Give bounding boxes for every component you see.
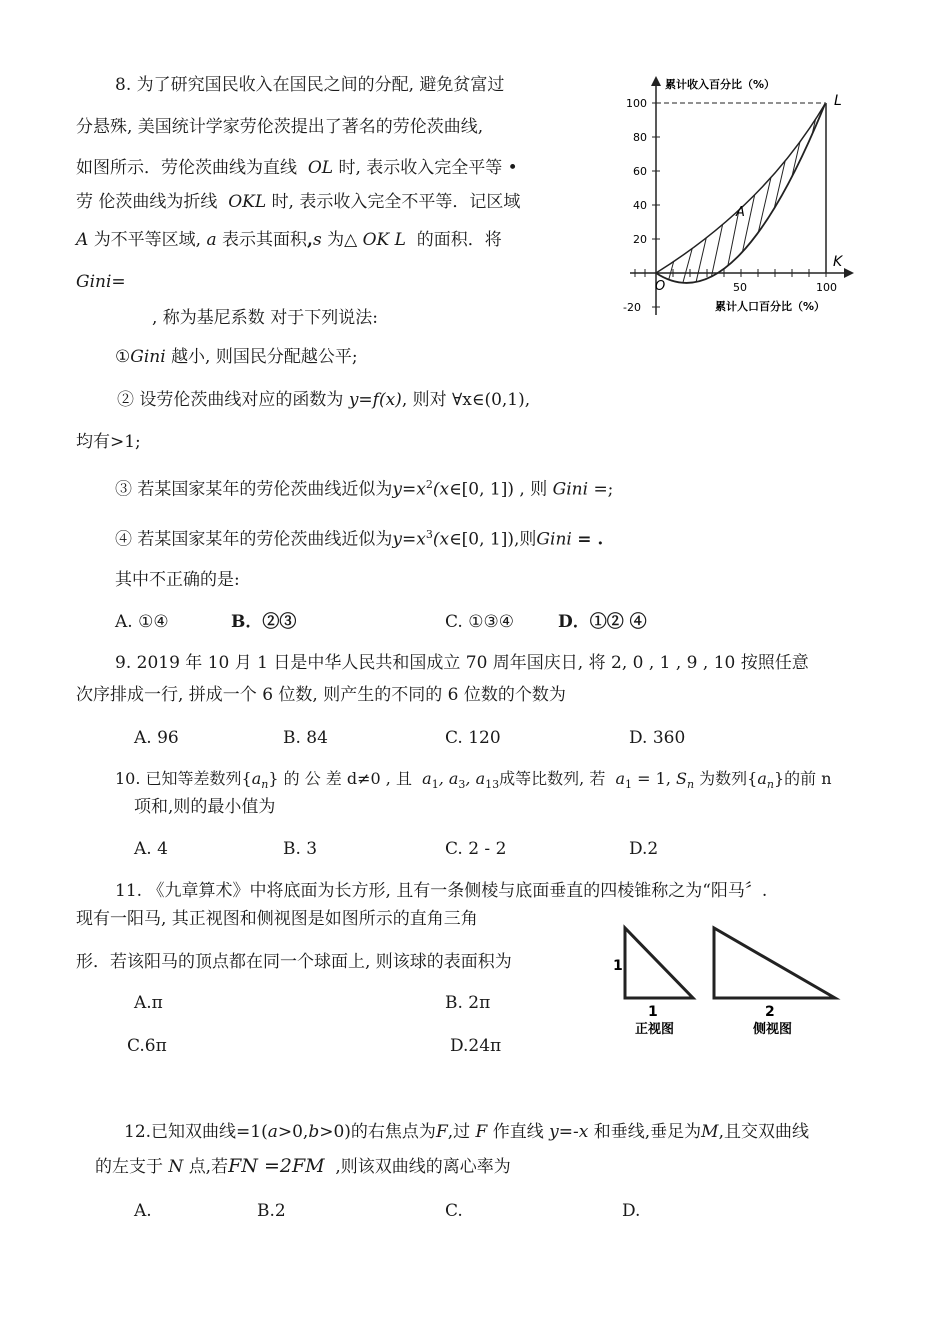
q10-option-c[interactable]: C. 2 - 2 xyxy=(445,839,507,859)
q9-option-a[interactable]: A. 96 xyxy=(134,728,179,748)
front-view-base-label: 1 xyxy=(648,1004,658,1020)
point-l-label: L xyxy=(834,93,842,109)
y-tick-neg20: -20 xyxy=(623,301,641,314)
vector-equation: FN =2FM xyxy=(228,1155,325,1177)
q8-statement-2-cont: 均有>1; xyxy=(76,432,141,452)
lorenz-curve-figure xyxy=(615,70,855,320)
q12-line-1: 12.已知双曲线=1(a>0,b>0)的右焦点为F,过 F 作直线 y=-x 和垂线,垂足为M,且交双曲线 xyxy=(124,1122,809,1142)
q8-question: 其中不正确的是: xyxy=(115,570,240,590)
x-axis-title: 累计人口百分比（%） xyxy=(715,300,826,313)
q11-line-3: 形．若该阳马的顶点都在同一个球面上, 则该球的表面积为 xyxy=(76,952,512,972)
q10-line-1: 10. 已知等差数列$\{a_n\}$ 的 公 差 d≠0 , 且 $a_1$, $a_3$, $a_{13}$成等比数列, 若 $a_1 = 1$, $S_n$ 为数列$\{a_n\}$的前 n xyxy=(115,769,832,792)
y-tick-40: 40 xyxy=(633,199,647,212)
q11-line-1: 11. 《九章算术》中将底面为长方形, 且有一条侧棱与底面垂直的四棱锥称之为“阳马〞. xyxy=(115,881,768,901)
side-view-caption: 侧视图 xyxy=(753,1022,793,1037)
q8-line-7: , 称为基尼系数 对于下列说法: xyxy=(152,308,378,328)
front-view-height-label: 1 xyxy=(613,958,623,974)
q10-line-2: 项和,则的最小值为 xyxy=(134,797,276,817)
point-k-label: K xyxy=(833,254,843,270)
q12-option-a[interactable]: A. xyxy=(134,1201,152,1221)
q8-line-4: 劳 伦茨曲线为折线 OKL 时, 表示收入完全不平等．记区域 xyxy=(76,192,521,212)
region-a-label: A xyxy=(736,205,745,220)
q8-line-2: 分悬殊, 美国统计学家劳伦茨提出了著名的劳伦茨曲线, xyxy=(76,117,484,137)
q8-gini-formula: Gini= xyxy=(76,272,126,292)
q8-option-b[interactable]: B．②③ xyxy=(231,612,297,632)
q10-option-b[interactable]: B. 3 xyxy=(283,839,318,859)
side-view-base-label: 2 xyxy=(765,1004,775,1020)
q12-option-c[interactable]: C. xyxy=(445,1201,463,1221)
q8-option-a[interactable]: A. ①④ xyxy=(115,612,169,632)
x-tick-50: 50 xyxy=(733,281,747,294)
y-axis-arrow-icon xyxy=(651,76,661,86)
q10-option-d[interactable]: D.2 xyxy=(629,839,659,859)
front-view-triangle xyxy=(625,928,693,998)
q8-statement-2: ② 设劳伦茨曲线对应的函数为 y=f(x), 则对 ∀x∈(0,1), xyxy=(117,390,531,410)
q11-option-a[interactable]: A.π xyxy=(134,993,163,1013)
q12-line-2: 的左支于 N 点,若FN =2FM ,则该双曲线的离心率为 xyxy=(95,1155,511,1177)
front-view-caption: 正视图 xyxy=(635,1022,675,1037)
q9-line-1: 9. 2019 年 10 月 1 日是中华人民共和国成立 70 周年国庆日, 将 2, 0 , 1 , 9 , 10 按照任意 xyxy=(115,653,809,673)
q11-option-d[interactable]: D.24π xyxy=(450,1036,502,1056)
y-tick-100: 100 xyxy=(626,97,647,110)
q8-statement-4: ④ 若某国家某年的劳伦茨曲线近似为$y=x^3(x\in[0$, 1]),则Gini = . xyxy=(115,528,604,550)
q9-option-d[interactable]: D. 360 xyxy=(629,728,686,748)
q8-line-5: A 为不平等区域, a 表示其面积,s 为△ OK L 的面积．将 xyxy=(76,230,502,250)
q8-option-c[interactable]: C. ①③④ xyxy=(445,612,514,632)
q8-statement-1: ①Gini 越小, 则国民分配越公平; xyxy=(115,347,358,367)
q8-option-d[interactable]: D．①② ④ xyxy=(558,612,647,632)
x-axis-arrow-icon xyxy=(844,268,854,278)
y-tick-80: 80 xyxy=(633,131,647,144)
x-tick-100: 100 xyxy=(816,281,837,294)
origin-label: O xyxy=(655,279,666,294)
q9-option-c[interactable]: C. 120 xyxy=(445,728,501,748)
y-tick-60: 60 xyxy=(633,165,647,178)
q11-option-c[interactable]: C.6π xyxy=(127,1036,167,1056)
q8-line-3: 如图所示．劳伦茨曲线为直线 OL 时, 表示收入完全平等 • xyxy=(76,158,518,178)
q8-statement-3: ③ 若某国家某年的劳伦茨曲线近似为$y=x^2(x\in[0$, 1]) , 则 Gini =; xyxy=(115,478,614,500)
q10-option-a[interactable]: A. 4 xyxy=(134,839,168,859)
side-view-triangle xyxy=(714,928,835,998)
q9-option-b[interactable]: B. 84 xyxy=(283,728,328,748)
three-view-figure xyxy=(605,918,845,1048)
y-tick-20: 20 xyxy=(633,233,647,246)
y-axis-title: 累计收入百分比（%） xyxy=(665,78,776,91)
q8-line-1: 8. 为了研究国民收入在国民之间的分配, 避免贫富过 xyxy=(115,75,505,95)
q9-line-2: 次序排成一行, 拼成一个 6 位数, 则产生的不同的 6 位数的个数为 xyxy=(76,685,566,705)
q11-option-b[interactable]: B. 2π xyxy=(445,993,491,1013)
q12-option-b[interactable]: B.2 xyxy=(257,1201,286,1221)
q12-option-d[interactable]: D. xyxy=(622,1201,641,1221)
q11-line-2: 现有一阳马, 其正视图和侧视图是如图所示的直角三角 xyxy=(76,909,478,929)
equality-line-ol xyxy=(656,104,825,273)
